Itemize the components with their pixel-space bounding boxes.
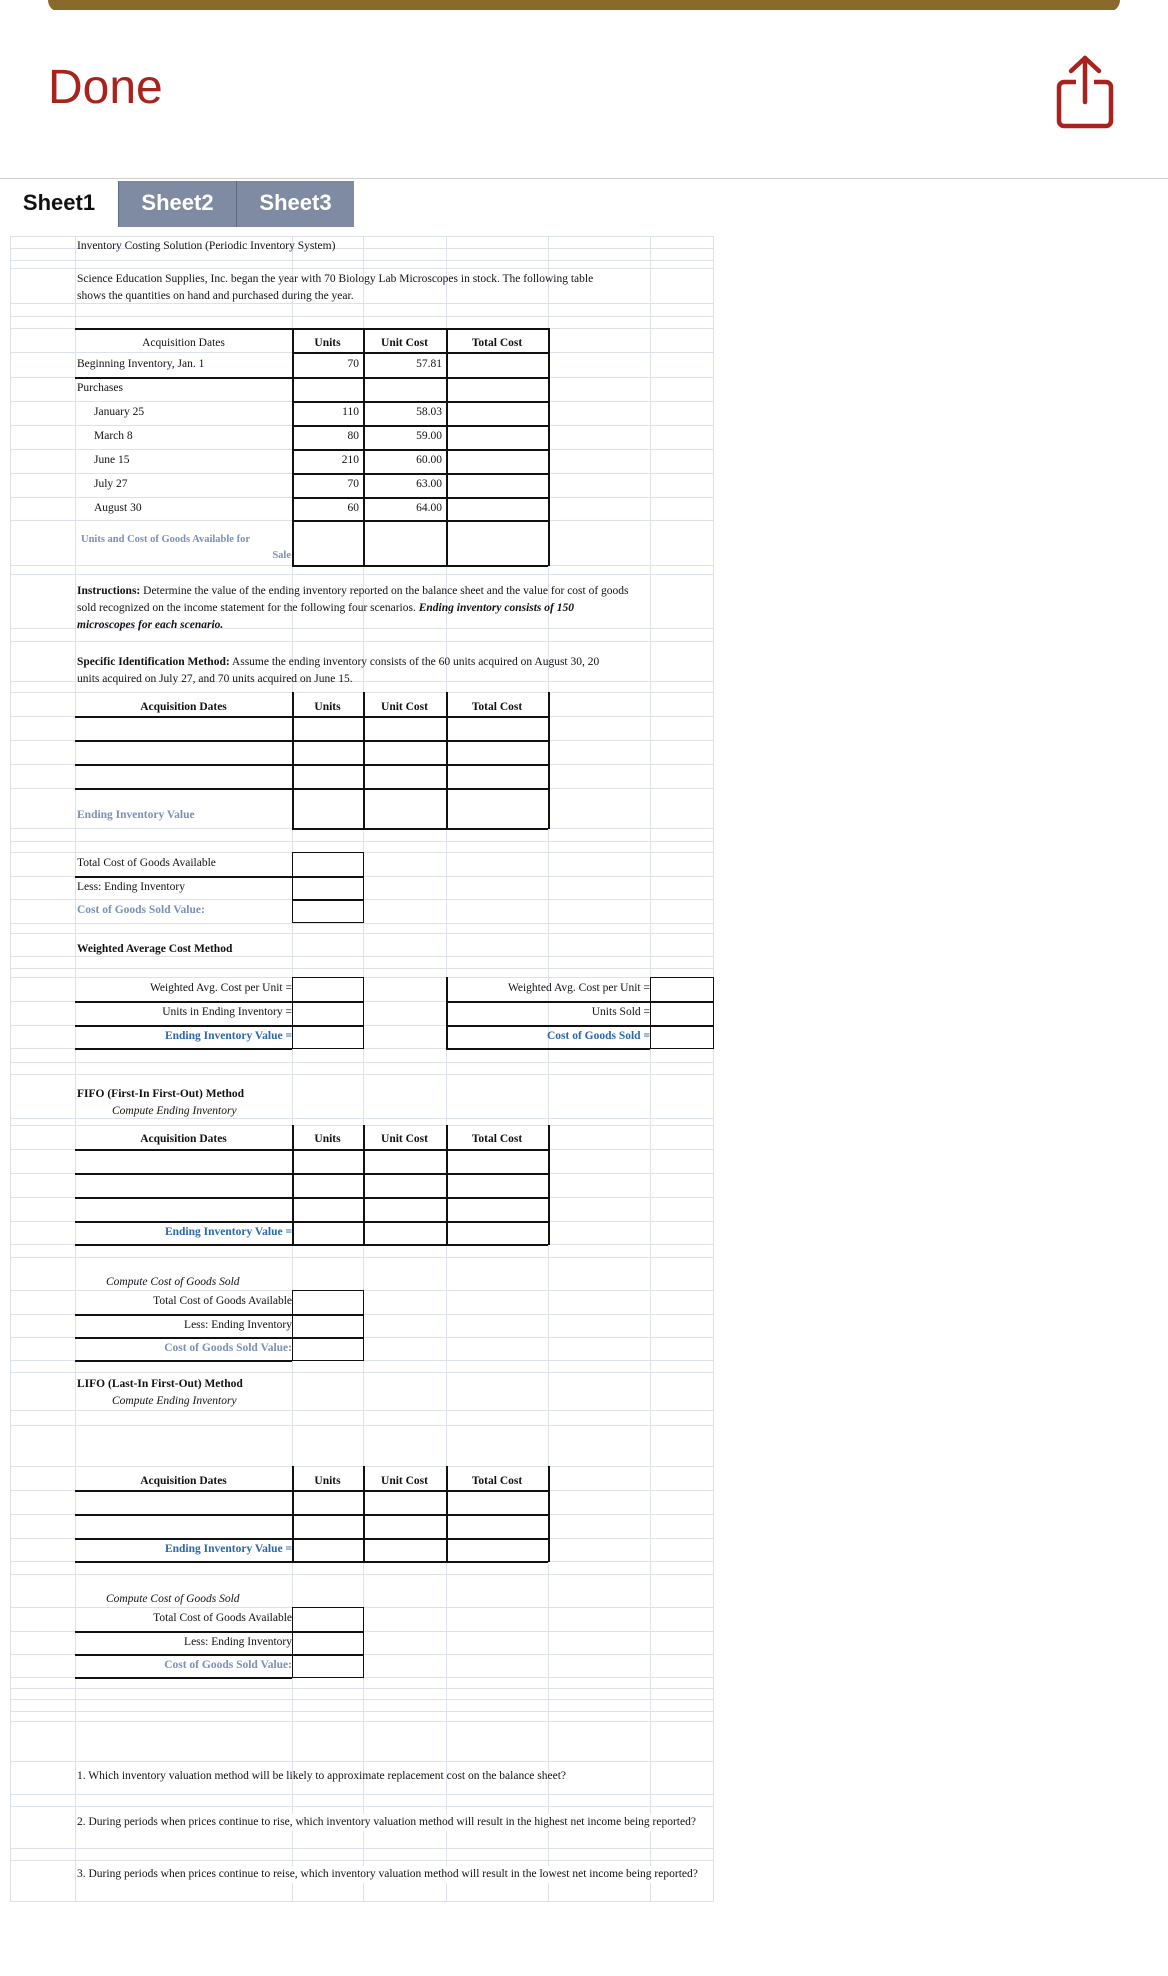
question-3: 3. During periods when prices continue to reise, which inventory valuation method will result in the lowest net income being reported? — [77, 1866, 713, 1883]
grid-row-line — [10, 1574, 714, 1575]
grid-row-line — [10, 1761, 714, 1762]
spec-less-ending: Less: Ending Inventory — [77, 881, 185, 893]
t1-row-units: 60 — [347, 502, 359, 514]
lifo-total-available: Total Cost of Goods Available — [153, 1612, 292, 1624]
grid-row-line — [10, 1074, 714, 1075]
spec-header-units: Units — [314, 701, 341, 713]
grid-row-line — [10, 1794, 714, 1795]
grid-row-line — [10, 1688, 714, 1689]
done-button[interactable]: Done — [48, 61, 163, 114]
t1-row-cost: 58.03 — [416, 406, 442, 418]
sheet-title: Inventory Costing Solution (Periodic Inventory System) — [77, 240, 336, 252]
spec-header-dates: Acquisition Dates — [140, 701, 227, 713]
fifo-header-dates: Acquisition Dates — [140, 1133, 227, 1145]
lifo-less-ending: Less: Ending Inventory — [184, 1636, 292, 1648]
t1-header-total-cost: Total Cost — [471, 337, 523, 349]
t1-row-cost: 63.00 — [416, 478, 442, 490]
tab-sheet1[interactable]: Sheet1 — [0, 181, 118, 227]
t1-header-units: Units — [314, 337, 341, 349]
grid-row-line — [10, 1125, 714, 1126]
weighted-right-3: Cost of Goods Sold = — [546, 1030, 650, 1042]
fifo-header-unit-cost: Unit Cost — [381, 1133, 428, 1145]
t1-row-cost: 59.00 — [416, 430, 442, 442]
grid-row-line — [10, 1410, 714, 1411]
intro-line-1: Science Education Supplies, Inc. began the year with 70 Biology Lab Microscopes in stock. The following table — [77, 273, 594, 285]
spec-header-unit-cost: Unit Cost — [381, 701, 428, 713]
lifo-header-unit-cost: Unit Cost — [381, 1475, 428, 1487]
fifo-cogs-title: Compute Cost of Goods Sold — [106, 1276, 240, 1288]
t1-available-label: Units and Cost of Goods Available for — [81, 534, 250, 545]
specific-line-1: Specific Identification Method: Assume the ending inventory consists of the 60 units acquired on August 30, 20 — [77, 656, 600, 668]
weighted-left-3: Ending Inventory Value = — [164, 1030, 292, 1042]
lifo-title: LIFO (Last-In First-Out) Method — [77, 1378, 243, 1390]
grid-row-line — [10, 1118, 714, 1119]
grid-row-line — [10, 1901, 714, 1902]
grid-row-line — [10, 1257, 714, 1258]
t1-row-cost: 64.00 — [416, 502, 442, 514]
weighted-right-1: Weighted Avg. Cost per Unit = — [507, 982, 650, 994]
share-icon[interactable] — [1054, 54, 1116, 130]
t1-row-date: January 25 — [94, 406, 145, 418]
spec-ending-label: Ending Inventory Value — [77, 809, 195, 821]
grid-row-line — [10, 968, 714, 969]
header-divider — [0, 178, 1168, 179]
lifo-header-total-cost: Total Cost — [471, 1475, 523, 1487]
grid-row-line — [10, 933, 714, 934]
grid-row-line — [10, 1711, 714, 1712]
t1-beginning-cost: 57.81 — [416, 358, 442, 370]
question-1: 1. Which inventory valuation method will be likely to approximate replacement cost on the balance sheet? — [77, 1770, 567, 1782]
spec-header-total-cost: Total Cost — [471, 701, 523, 713]
t1-purchases-label: Purchases — [77, 382, 123, 394]
grid-row-line — [10, 641, 714, 642]
t1-available-label-2: Sale — [272, 550, 291, 561]
t1-row-units: 210 — [341, 454, 359, 466]
grid-row-line — [10, 1372, 714, 1373]
t1-row-cost: 60.00 — [416, 454, 442, 466]
grid-row-line — [10, 236, 714, 237]
lifo-cogs-title: Compute Cost of Goods Sold — [106, 1593, 240, 1605]
grid-row-line — [10, 1466, 714, 1467]
t1-row-date: June 15 — [94, 454, 130, 466]
grid-row-line — [10, 260, 714, 261]
grid-row-line — [10, 268, 714, 269]
t1-header-unit-cost: Unit Cost — [381, 337, 428, 349]
instructions-line-2: sold recognized on the income statement for the following four scenarios. Ending inventory consists of 150 — [77, 602, 574, 614]
question-2: 2. During periods when prices continue to rise, which inventory valuation method will result in the highest net income being reported? — [77, 1814, 713, 1831]
fifo-less-ending: Less: Ending Inventory — [184, 1319, 292, 1331]
grid-row-line — [10, 1848, 714, 1849]
lifo-subtitle: Compute Ending Inventory — [112, 1395, 237, 1407]
weighted-left-2: Units in Ending Inventory = — [162, 1006, 292, 1018]
t1-row-date: July 27 — [94, 478, 128, 490]
fifo-subtitle: Compute Ending Inventory — [112, 1105, 237, 1117]
grid-row-line — [10, 574, 714, 575]
grid-row-line — [10, 692, 714, 693]
instructions-line-1: Instructions: Determine the value of the ending inventory reported on the balance sheet and the value for cost of goods — [77, 585, 629, 597]
weighted-left-1: Weighted Avg. Cost per Unit = — [149, 982, 292, 994]
grid-row-line — [10, 316, 714, 317]
lifo-ending-label: Ending Inventory Value = — [164, 1543, 292, 1555]
grid-row-line — [10, 1860, 714, 1861]
grid-row-line — [10, 1806, 714, 1807]
fifo-title: FIFO (First-In First-Out) Method — [77, 1088, 245, 1100]
t1-row-date: August 30 — [94, 502, 142, 514]
t1-row-date: March 8 — [94, 430, 133, 442]
lifo-cogs-value: Cost of Goods Sold Value: — [164, 1659, 292, 1671]
t1-header-dates: Acquisition Dates — [142, 337, 225, 349]
fifo-cogs-value: Cost of Goods Sold Value: — [164, 1342, 292, 1354]
t1-row-units: 80 — [347, 430, 359, 442]
t1-row-units: 110 — [342, 406, 359, 418]
t1-beginning-label: Beginning Inventory, Jan. 1 — [77, 358, 205, 370]
tab-sheet3[interactable]: Sheet3 — [236, 181, 354, 227]
lifo-header-units: Units — [314, 1475, 341, 1487]
grid-row-line — [10, 841, 714, 842]
spreadsheet-grid[interactable] — [10, 236, 714, 1902]
t1-row-units: 70 — [347, 478, 359, 490]
grid-row-line — [10, 956, 714, 957]
grid-row-line — [10, 1699, 714, 1700]
fifo-header-units: Units — [314, 1133, 341, 1145]
tab-sheet2[interactable]: Sheet2 — [118, 181, 236, 227]
grid-row-line — [10, 1425, 714, 1426]
grid-row-line — [10, 923, 714, 924]
grid-row-line — [10, 1721, 714, 1722]
lifo-header-dates: Acquisition Dates — [140, 1475, 227, 1487]
weighted-right-2: Units Sold = — [591, 1006, 650, 1018]
fifo-ending-label: Ending Inventory Value = — [164, 1226, 292, 1238]
weighted-title: Weighted Average Cost Method — [77, 943, 233, 955]
spec-cogs-value: Cost of Goods Sold Value: — [77, 904, 205, 916]
spec-total-available: Total Cost of Goods Available — [77, 857, 216, 869]
fifo-total-available: Total Cost of Goods Available — [153, 1295, 292, 1307]
instructions-line-3: microscopes for each scenario. — [77, 619, 224, 631]
t1-beginning-units: 70 — [347, 358, 359, 370]
grid-row-line — [10, 303, 714, 304]
grid-row-line — [10, 1062, 714, 1063]
specific-line-2: units acquired on July 27, and 70 units acquired on June 15. — [77, 673, 353, 685]
fifo-header-total-cost: Total Cost — [471, 1133, 523, 1145]
intro-line-2: shows the quantities on hand and purchased during the year. — [77, 290, 354, 302]
